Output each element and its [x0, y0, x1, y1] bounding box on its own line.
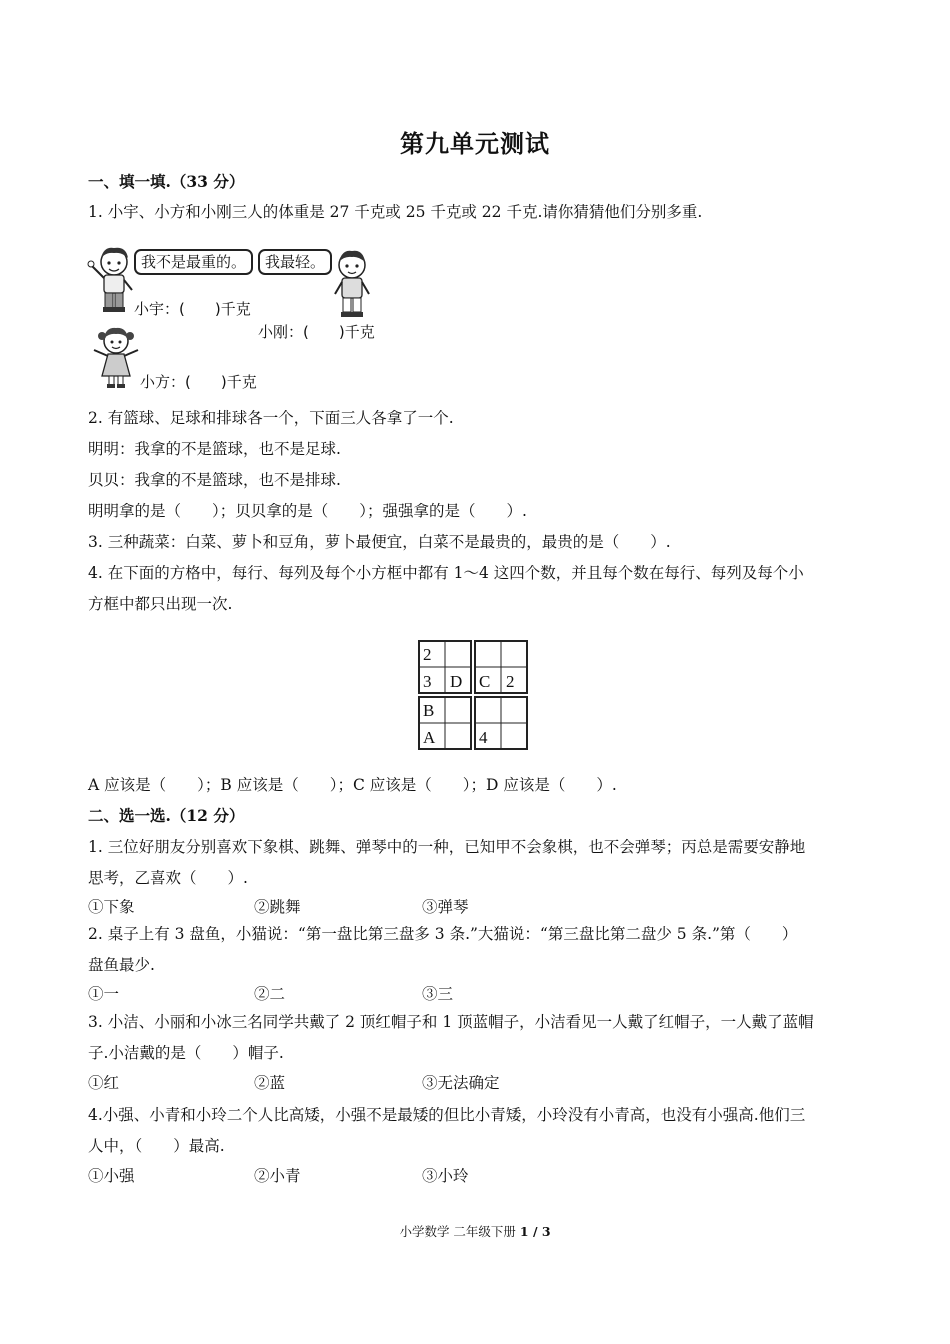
girl-xiaofang-illustration [88, 324, 144, 390]
s2-q1-option-3[interactable]: ③弹琴 [422, 898, 469, 916]
s2-q3-line2: 子.小洁戴的是（ ）帽子. [88, 1044, 284, 1062]
s1-q2-text: 2. 有篮球、足球和排球各一个，下面三人各拿了一个. [88, 409, 454, 427]
s2-q3-option-1[interactable]: ①红 [88, 1074, 120, 1092]
grid-cell-r4c1: A [423, 728, 436, 747]
s2-q1-line2: 思考，乙喜欢（ ）. [88, 869, 248, 887]
page-number: 1 / 3 [519, 1224, 551, 1239]
grid-cell-r2c2: D [450, 672, 463, 691]
s2-q1-option-2[interactable]: ②跳舞 [254, 898, 301, 916]
grid-cell-r2c3: C [479, 672, 491, 691]
s2-q3-line1: 3. 小洁、小丽和小冰三名同学共戴了 2 顶红帽子和 1 顶蓝帽子，小洁看见一人戴了红帽子，一人戴了蓝帽 [88, 1013, 814, 1031]
s1-q3-text: 3. 三种蔬菜：白菜、萝卜和豆角，萝卜最便宜，白菜不是最贵的，最贵的是（ ）. [88, 533, 671, 551]
s1-q2-answer-line: 明明拿的是（ ）；贝贝拿的是（ ）；强强拿的是（ ）. [88, 502, 527, 520]
speech-bubble-xiaoyu: 我不是最重的。 [134, 249, 253, 275]
s2-q2-line2: 盘鱼最少. [88, 956, 155, 974]
s2-q1-line1: 1. 三位好朋友分别喜欢下象棋、跳舞、弹琴中的一种，已知甲不会象棋，也不会弹琴；丙总是需要安静地 [88, 838, 806, 856]
s2-q4-option-2[interactable]: ②小青 [254, 1167, 301, 1185]
section-2-heading: 二、选一选.（12 分） [88, 806, 245, 825]
sudoku-grid [418, 640, 528, 750]
s2-q2-option-2[interactable]: ②二 [254, 985, 286, 1003]
label-xiaoyu-weight: 小宇：( )千克 [134, 300, 251, 318]
footer-text: 小学数学 二年级下册 [399, 1224, 520, 1239]
s2-q2-option-3[interactable]: ③三 [422, 985, 454, 1003]
section-1-heading: 一、填一填.（33 分） [88, 172, 245, 191]
boy-xiaogang-illustration [328, 246, 376, 320]
s2-q4-line1: 4.小强、小青和小玲二个人比高矮，小强不是最矮的但比小青矮，小玲没有小青高，也没有小强高.他们三 [88, 1106, 806, 1124]
page-footer [0, 1222, 950, 1240]
speech-bubble-xiaogang: 我最轻。 [258, 249, 332, 275]
s2-q2-line1: 2. 桌子上有 3 盘鱼，小猫说：“第一盘比第三盘多 3 条.”大猫说：“第三盘比第二盘少 5 条.”第（ ） [88, 925, 798, 943]
label-xiaogang-weight: 小刚：( )千克 [258, 323, 375, 341]
s2-q4-option-3[interactable]: ③小玲 [422, 1167, 469, 1185]
s2-q3-option-3[interactable]: ③无法确定 [422, 1074, 500, 1092]
s1-q1-text: 1. 小宇、小方和小刚三人的体重是 27 千克或 25 千克或 22 千克.请你猜猜他们分别多重. [88, 203, 703, 221]
grid-cell-r4c3: 4 [479, 728, 488, 747]
s1-q4-text-line2: 方框中都只出现一次. [88, 595, 233, 613]
s2-q2-option-1[interactable]: ①一 [88, 985, 120, 1003]
s2-q4-option-1[interactable]: ①小强 [88, 1167, 135, 1185]
s2-q1-option-1[interactable]: ①下象 [88, 898, 135, 916]
grid-cell-r2c4: 2 [506, 672, 515, 691]
page-title: 第九单元测试 [400, 129, 550, 158]
s1-q4-text-line1: 4. 在下面的方格中，每行、每列及每个小方框中都有 1～4 这四个数，并且每个数在每行、每列及每个小 [88, 564, 804, 582]
s1-q2-beibei: 贝贝：我拿的不是篮球，也不是排球. [88, 471, 341, 489]
grid-cell-r1c1: 2 [423, 645, 432, 664]
s2-q4-line2: 人中，（ ）最高. [88, 1137, 225, 1155]
s1-q2-mingming: 明明：我拿的不是篮球，也不是足球. [88, 440, 341, 458]
grid-cell-r2c1: 3 [423, 672, 432, 691]
label-xiaofang-weight: 小方：( )千克 [140, 373, 257, 391]
s2-q3-option-2[interactable]: ②蓝 [254, 1074, 286, 1092]
s1-q4-answer-line: A 应该是（ ）；B 应该是（ ）；C 应该是（ ）；D 应该是（ ）. [88, 776, 617, 794]
grid-cell-r3c1: B [423, 701, 435, 720]
